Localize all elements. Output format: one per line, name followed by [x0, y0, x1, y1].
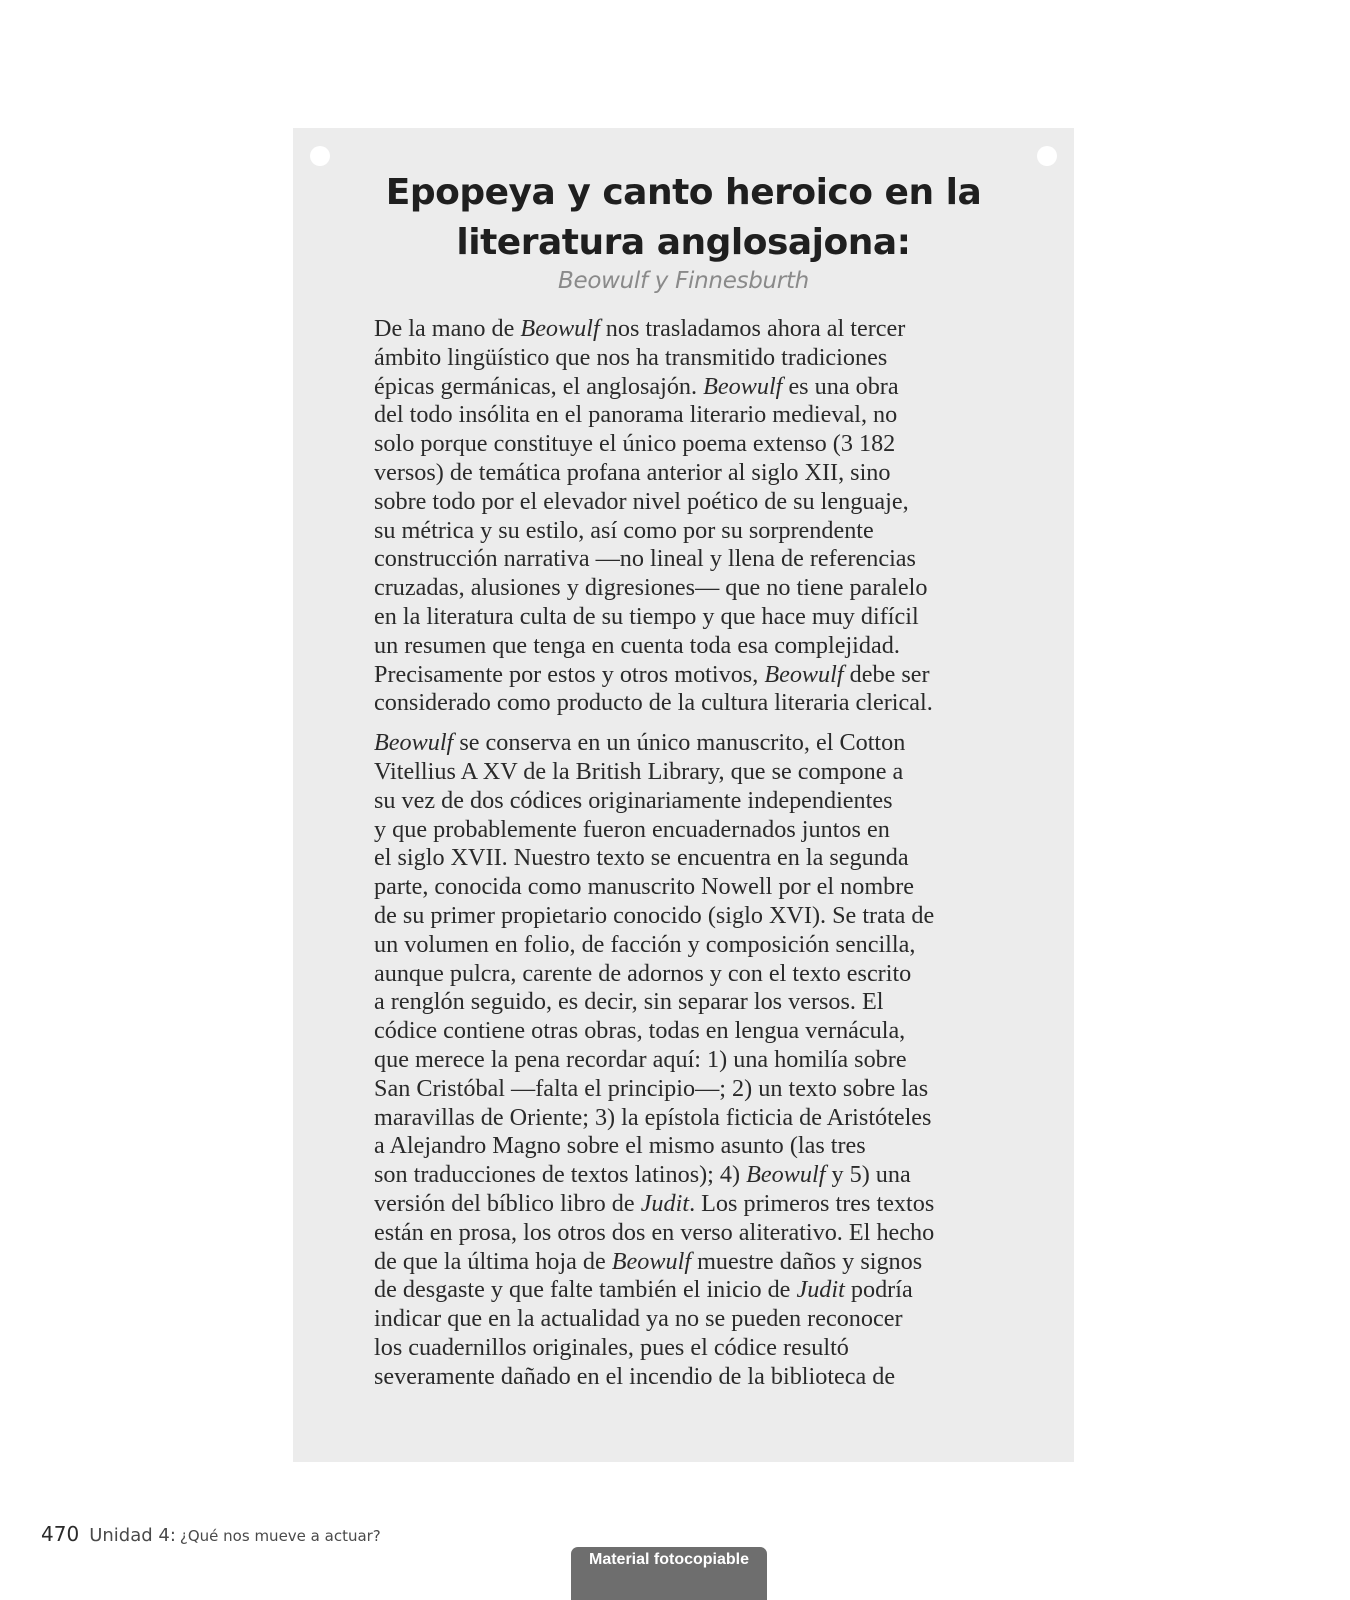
text-line [374, 729, 1014, 758]
text-segment: un volumen en folio, de facción y composición sencilla, [374, 930, 916, 958]
text-line [374, 960, 1014, 989]
text-segment: el siglo XVII. Nuestro texto se encuentra en la segunda [374, 844, 909, 872]
card-title-line: Epopeya y canto heroico en la [385, 172, 982, 213]
text-line [374, 459, 1014, 488]
punch-hole-right [1037, 146, 1057, 166]
italic-title: Beowulf [746, 1161, 826, 1189]
text-line [374, 373, 1014, 402]
photocopiable-badge: Material fotocopiable [571, 1547, 767, 1600]
text-segment: ámbito lingüístico que nos ha transmitido tradiciones [374, 343, 888, 371]
text-segment: y 5) una [825, 1161, 911, 1189]
text-segment: épicas germánicas, el anglosajón. [374, 372, 704, 400]
text-segment: debe ser [843, 660, 930, 688]
italic-title: Beowulf [764, 660, 844, 688]
italic-title: Beowulf [703, 372, 783, 400]
text-segment: códice contiene otras obras, todas en lengua vernácula, [374, 1017, 906, 1045]
text-segment: los cuadernillos originales, pues el códice resultó [374, 1333, 849, 1361]
text-line [374, 488, 1014, 517]
text-segment: de su primer propietario conocido (siglo XVI). Se trata de [374, 901, 935, 929]
text-line [374, 1334, 1014, 1363]
card-subtitle: Beowulf y Finnesburth [558, 268, 809, 294]
text-line [374, 1132, 1014, 1161]
text-line [374, 574, 1014, 603]
text-line [374, 931, 1014, 960]
text-segment: versión del bíblico libro de [374, 1189, 641, 1217]
text-segment: su vez de dos códices originariamente independientes [374, 786, 893, 814]
text-line [374, 988, 1014, 1017]
text-segment: parte, conocida como manuscrito Nowell por el nombre [374, 873, 915, 901]
text-segment: solo porque constituye el único poema extenso (3 182 [374, 430, 896, 458]
card-title [293, 168, 1074, 268]
text-line [374, 689, 1014, 718]
italic-title: Judit [640, 1189, 690, 1217]
text-segment: severamente dañado en el incendio de la biblioteca de [374, 1362, 896, 1390]
text-line [374, 1363, 1014, 1392]
text-segment: de desgaste y que falte también el inicio de [374, 1276, 797, 1304]
italic-title: Beowulf [374, 729, 454, 757]
italic-title: Beowulf [520, 315, 600, 342]
text-line [374, 844, 1014, 873]
text-segment: considerado como producto de la cultura literaria clerical. [374, 689, 933, 717]
text-segment: a renglón seguido, es decir, sin separar los versos. El [374, 988, 884, 1016]
text-segment: . Los primeros tres textos [689, 1189, 935, 1217]
text-segment: están en prosa, los otros dos en verso aliterativo. El hecho [374, 1218, 935, 1246]
unit-label: Unidad 4: [89, 1525, 176, 1546]
text-segment: podría [844, 1276, 913, 1304]
text-line [374, 1046, 1014, 1075]
text-line [374, 758, 1014, 787]
text-segment: San Cristóbal —falta el principio—; 2) un texto sobre las [374, 1074, 929, 1102]
text-segment: construcción narrativa —no lineal y llena de referencias [374, 545, 916, 573]
italic-title: Judit [796, 1276, 845, 1304]
text-segment: Precisamente por estos y otros motivos, [374, 660, 765, 688]
text-line [374, 1075, 1014, 1104]
text-line [374, 315, 1014, 344]
text-line [374, 1190, 1014, 1219]
card-body [374, 315, 1014, 1391]
text-segment: indicar que en la actualidad ya no se pueden reconocer [374, 1305, 903, 1333]
card-title-line: literatura anglosajona: [456, 222, 911, 263]
text-segment: y que probablemente fueron encuadernados juntos en [374, 815, 890, 843]
text-segment: a Alejandro Magno sobre el mismo asunto (las tres [374, 1132, 866, 1160]
text-line [374, 344, 1014, 373]
text-segment: se conserva en un único manuscrito, el Cotton [453, 729, 906, 757]
text-line [374, 1161, 1014, 1190]
text-segment: un resumen que tenga en cuenta toda esa complejidad. [374, 631, 900, 659]
text-line [374, 661, 1014, 690]
text-line [374, 603, 1014, 632]
italic-title: Beowulf [611, 1247, 692, 1275]
text-line [374, 401, 1014, 430]
text-segment: nos trasladamos ahora al tercer [599, 315, 906, 342]
text-line [374, 1104, 1014, 1133]
text-segment: cruzadas, alusiones y digresiones— que no tiene paralelo [374, 574, 928, 602]
paragraph-1 [374, 315, 1014, 718]
text-segment: maravillas de Oriente; 3) la epístola ficticia de Aristóteles [374, 1103, 932, 1131]
unit-question: ¿Qué nos mueve a actuar? [179, 1527, 381, 1545]
text-line [374, 1248, 1014, 1277]
text-segment: versos) de temática profana anterior al siglo XII, sino [374, 458, 891, 486]
reading-card [293, 128, 1074, 1462]
text-segment: de que la última hoja de [374, 1247, 612, 1275]
punch-hole-left [310, 146, 330, 166]
text-segment: De la mano de [374, 315, 521, 342]
page-footer [41, 1522, 381, 1546]
text-segment: aunque pulcra, carente de adornos y con el texto escrito [374, 959, 912, 987]
text-line [374, 1017, 1014, 1046]
text-line [374, 632, 1014, 661]
text-segment: es una obra [782, 372, 899, 400]
text-segment: son traducciones de textos latinos); 4) [374, 1161, 747, 1189]
text-line [374, 816, 1014, 845]
text-segment: Vitellius A XV de la British Library, que se compone a [374, 757, 904, 785]
text-line [374, 1276, 1014, 1305]
text-line [374, 787, 1014, 816]
text-segment: que merece la pena recordar aquí: 1) una homilía sobre [374, 1045, 907, 1073]
text-line [374, 545, 1014, 574]
text-segment: del todo insólita en el panorama literario medieval, no [374, 401, 898, 429]
text-line [374, 873, 1014, 902]
text-line [374, 1305, 1014, 1334]
text-line [374, 517, 1014, 546]
text-segment: en la literatura culta de su tiempo y que hace muy difícil [374, 602, 919, 630]
page-number: 470 [41, 1522, 80, 1546]
text-line [374, 1219, 1014, 1248]
text-segment: su métrica y su estilo, así como por su sorprendente [374, 516, 874, 544]
text-segment: sobre todo por el elevador nivel poético de su lenguaje, [374, 487, 909, 515]
text-line [374, 430, 1014, 459]
text-segment: muestre daños y signos [691, 1247, 923, 1275]
text-line [374, 902, 1014, 931]
paragraph-2 [374, 729, 1014, 1391]
